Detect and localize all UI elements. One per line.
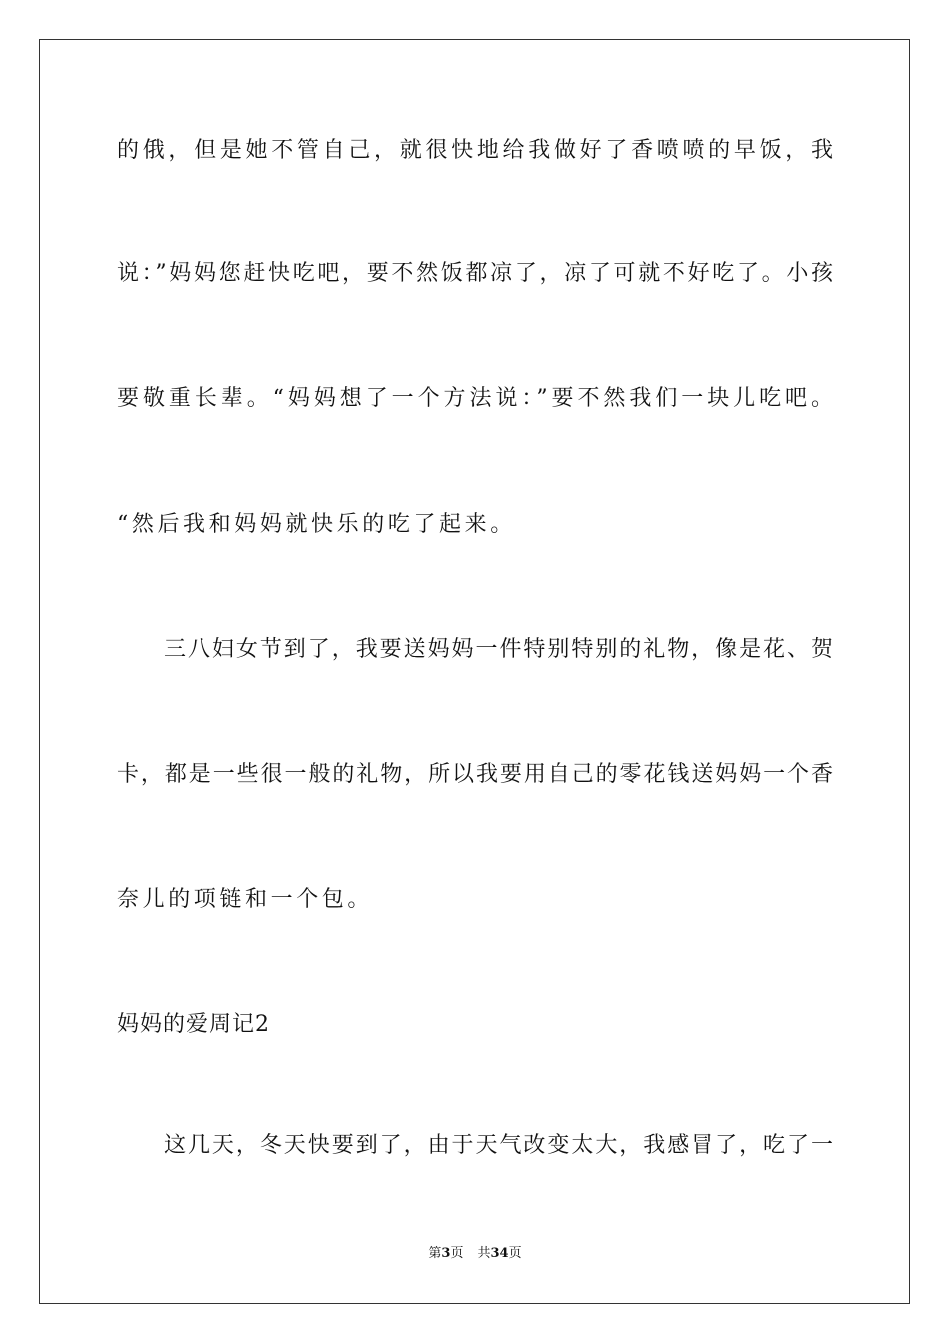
section-heading: 妈妈的爱周记2	[117, 1012, 270, 1037]
total-prefix: 共	[477, 1246, 491, 1261]
page-prefix: 第	[428, 1246, 442, 1261]
total-suffix: 页	[508, 1246, 522, 1261]
body-text-line: 说：”妈妈您赶快吃吧，要不然饭都凉了，凉了可就不好吃了。小孩	[117, 261, 833, 286]
page-footer	[0, 1246, 950, 1262]
body-text-line: 奈儿的项链和一个包。	[117, 887, 374, 912]
body-text-line: “然后我和妈妈就快乐的吃了起来。	[117, 512, 516, 537]
body-text-line: 三八妇女节到了，我要送妈妈一件特别特别的礼物，像是花、贺	[164, 637, 833, 662]
body-text-line: 这几天，冬天快要到了，由于天气改变太大，我感冒了，吃了一	[164, 1133, 833, 1158]
body-text-line: 的俄，但是她不管自己，就很快地给我做好了香喷喷的早饭，我	[117, 138, 833, 163]
page-number: 3	[441, 1246, 451, 1261]
body-text-line: 卡，都是一些很一般的礼物，所以我要用自己的零花钱送妈妈一个香	[117, 762, 833, 787]
body-text-line: 要敬重长辈。“妈妈想了一个方法说：”要不然我们一块儿吃吧。	[117, 386, 833, 411]
page-suffix: 页	[450, 1246, 464, 1261]
page-frame	[39, 39, 910, 1304]
total-pages: 34	[490, 1246, 509, 1261]
